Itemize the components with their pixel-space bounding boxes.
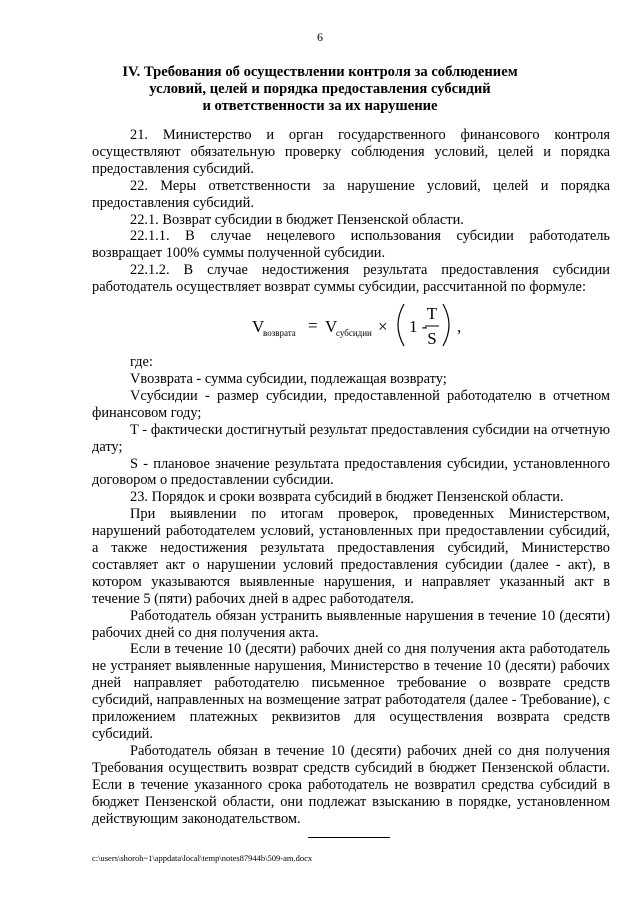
- refund-formula: [92, 296, 610, 354]
- heading-line-3: и ответственности за их нарушение: [202, 98, 438, 114]
- page-number: 6: [317, 30, 323, 44]
- paragraph-23: 23. Порядок и сроки возврата субсидий в бюджет Пензенской области.: [130, 489, 564, 506]
- formula-lhs-subscript: возврата: [263, 328, 296, 339]
- paragraph-21: 21. Министерство и орган государственного финансового контроля осуществляют обязательную проверку соблюдения условий, целей и порядка предоставления субсидий.: [92, 127, 610, 177]
- closing-separator-line: [308, 837, 390, 838]
- formula-rhs-subscript: субсидии: [336, 328, 372, 339]
- formula-denominator: S: [427, 329, 437, 349]
- paragraph-22-1-2: 22.1.2. В случае недостижения результата предоставления субсидии работодатель осуществляет возврат суммы субсидии, рассчитанной по формуле:: [92, 262, 610, 296]
- paragraph-23-c: Если в течение 10 (десяти) рабочих дней со дня получения акта работодатель не устраняет выявленные нарушения, Министерство в течение 10 (десяти) рабочих дней направляет работодателю письменное требование о возврате средств субсидий, направленных на возмещение затрат работодателя (далее - Требование), с приложением платежных реквизитов для осуществления возврата средств субсидий.: [92, 641, 610, 742]
- paragraph-t-definition: T - фактически достигнутый результат предоставления субсидии на отчетную дату;: [92, 421, 610, 455]
- formula-times: ×: [378, 317, 388, 337]
- formula-right-paren: [443, 304, 449, 346]
- paragraph-22: 22. Меры ответственности за нарушение условий, целей и порядка предоставления субсидий.: [92, 177, 610, 211]
- paragraph-23-a: При выявлении по итогам проверок, проведенных Министерством, нарушений работодателем условий, установленных при предоставлении субсидий, а также недостижения результата предоставления субсидий, Министерство составляет акт о нарушении условий предоставления субсидии (далее - акт), в котором указываются выявленные нарушения, и направляет указанный акт в течение 5 (пяти) рабочих дней в адрес работодателя.: [92, 506, 610, 607]
- section-heading: [60, 64, 580, 115]
- formula-lhs-v: V: [252, 317, 265, 337]
- formula-left-paren: [398, 304, 404, 346]
- paragraph-where: где:: [130, 354, 153, 371]
- paragraph-s-definition: S - плановое значение результата предоставления субсидии, установленного договором о предоставлении субсидии.: [92, 455, 610, 489]
- paragraph-22-1-1: 22.1.1. В случае нецелевого использования субсидии работодатель возвращает 100% суммы полученной субсидии.: [92, 228, 610, 262]
- formula-comma: ,: [457, 317, 462, 337]
- paragraph-23-b: Работодатель обязан устранить выявленные нарушения в течение 10 (десяти) рабочих дней со дня получения акта.: [92, 607, 610, 641]
- heading-line-1: IV. Требования об осуществлении контроля за соблюдением: [122, 64, 518, 80]
- paragraph-v-return: Vвозврата - сумма субсидии, подлежащая возврату;: [130, 370, 447, 387]
- footer-file-path: c:\users\shoroh~1\appdata\local\temp\notes87944b\509-am.docx: [92, 853, 313, 863]
- formula-numerator: T: [426, 304, 438, 324]
- formula-one-minus: 1 -: [409, 317, 428, 337]
- heading-line-2: условий, целей и порядка предоставления субсидий: [149, 81, 491, 97]
- paragraph-22-1: 22.1. Возврат субсидии в бюджет Пензенской области.: [130, 211, 464, 228]
- formula-rhs-v: V: [325, 317, 338, 337]
- formula-equals: =: [308, 316, 318, 336]
- paragraph-v-subsidy: Vсубсидии - размер субсидии, предоставленной работодателю в отчетном финансовом году;: [92, 387, 610, 421]
- document-body: [92, 127, 610, 838]
- paragraph-23-d: Работодатель обязан в течение 10 (десяти) рабочих дней со дня получения Требования осуществить возврат средств субсидий в бюджет Пензенской области. Если в течение указанного срока работодатель не возвратил средства субсидий в бюджет Пензенской области, они подлежат взысканию в порядке, установленном действующим законодательством.: [92, 742, 610, 827]
